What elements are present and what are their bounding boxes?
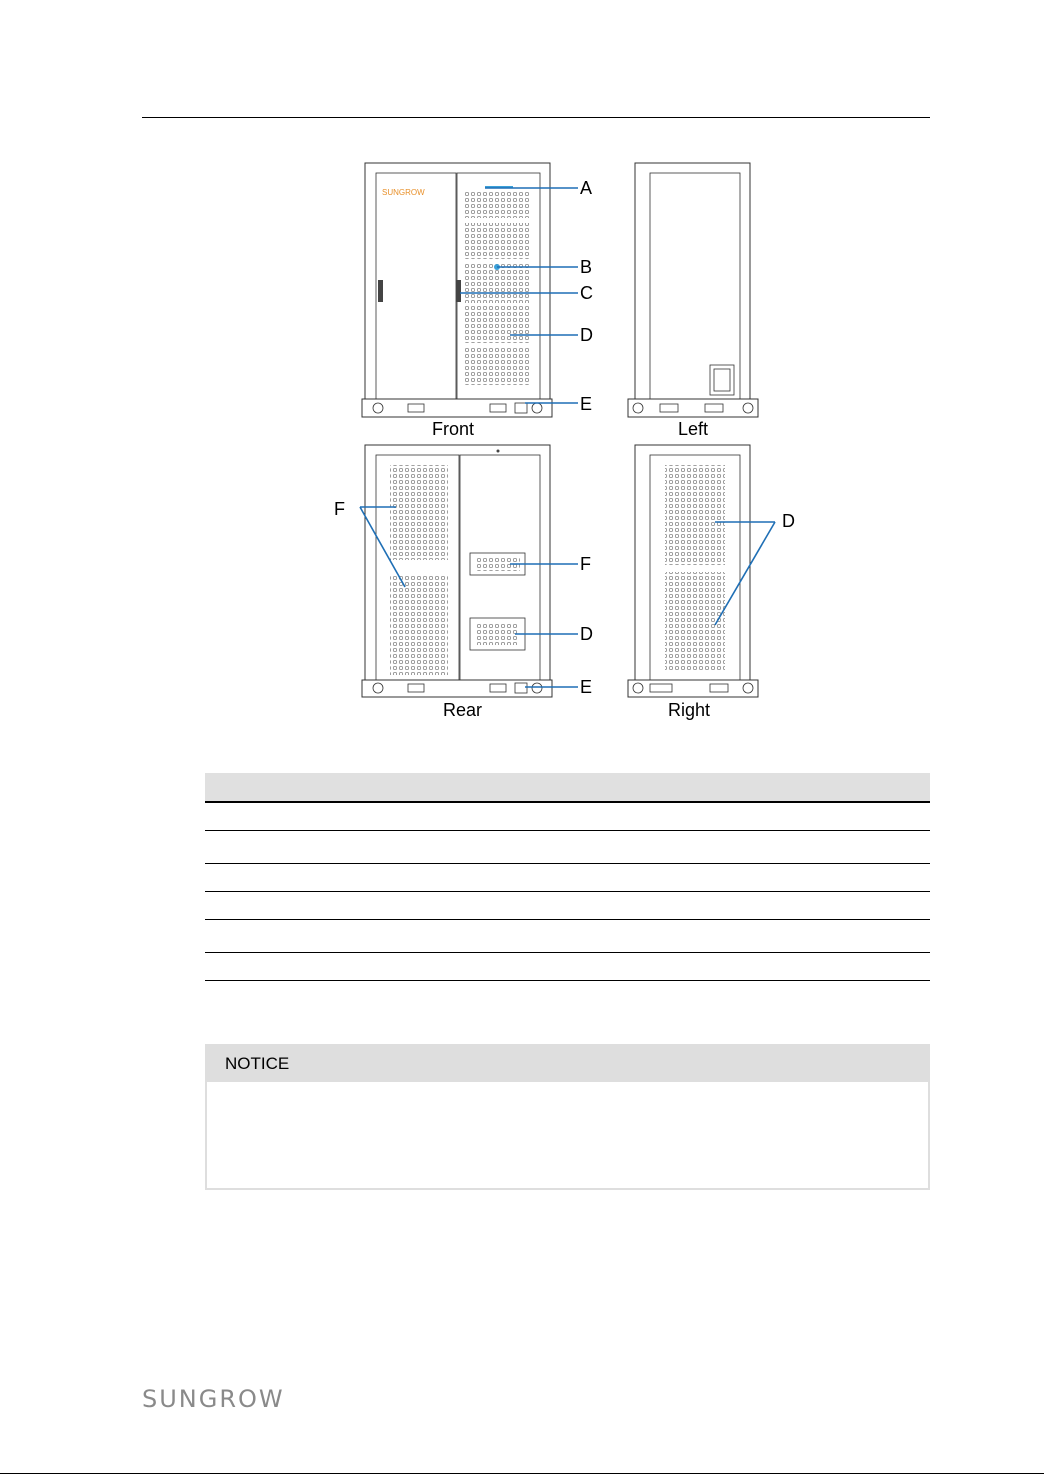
table-row — [205, 953, 930, 981]
left-view — [628, 163, 758, 417]
footer-logo: SUNGROW — [142, 1385, 285, 1413]
component-table — [205, 773, 930, 981]
right-label: Right — [668, 700, 711, 720]
callout-d-front: D — [580, 325, 593, 345]
table-row — [205, 892, 930, 920]
callout-a: A — [580, 178, 593, 198]
product-views-figure — [320, 155, 820, 735]
callout-c: C — [580, 283, 593, 303]
callout-d-right: D — [782, 511, 795, 531]
table-row — [205, 803, 930, 831]
callout-e-front: E — [580, 394, 593, 414]
front-label: Front — [432, 419, 475, 439]
rear-view — [362, 445, 552, 697]
table-row — [205, 864, 930, 892]
rear-label: Rear — [443, 700, 483, 720]
callout-d-rear: D — [580, 624, 593, 644]
footer-rule — [0, 1473, 1044, 1474]
left-label: Left — [678, 419, 709, 439]
callout-f-rear-left: F — [334, 499, 345, 519]
header-rule — [142, 117, 930, 118]
door-brand-logo: SUNGROW — [382, 188, 425, 197]
notice-box — [205, 1044, 930, 1190]
notice-title: NOTICE — [207, 1046, 928, 1082]
front-view — [362, 163, 552, 417]
callout-b: B — [580, 257, 593, 277]
callout-e-rear: E — [580, 677, 593, 697]
table-row — [205, 920, 930, 953]
right-view — [628, 445, 758, 697]
table-row — [205, 831, 930, 864]
callout-f-rear: F — [580, 554, 591, 574]
product-views-drawing — [320, 155, 820, 735]
table-header — [205, 773, 930, 803]
